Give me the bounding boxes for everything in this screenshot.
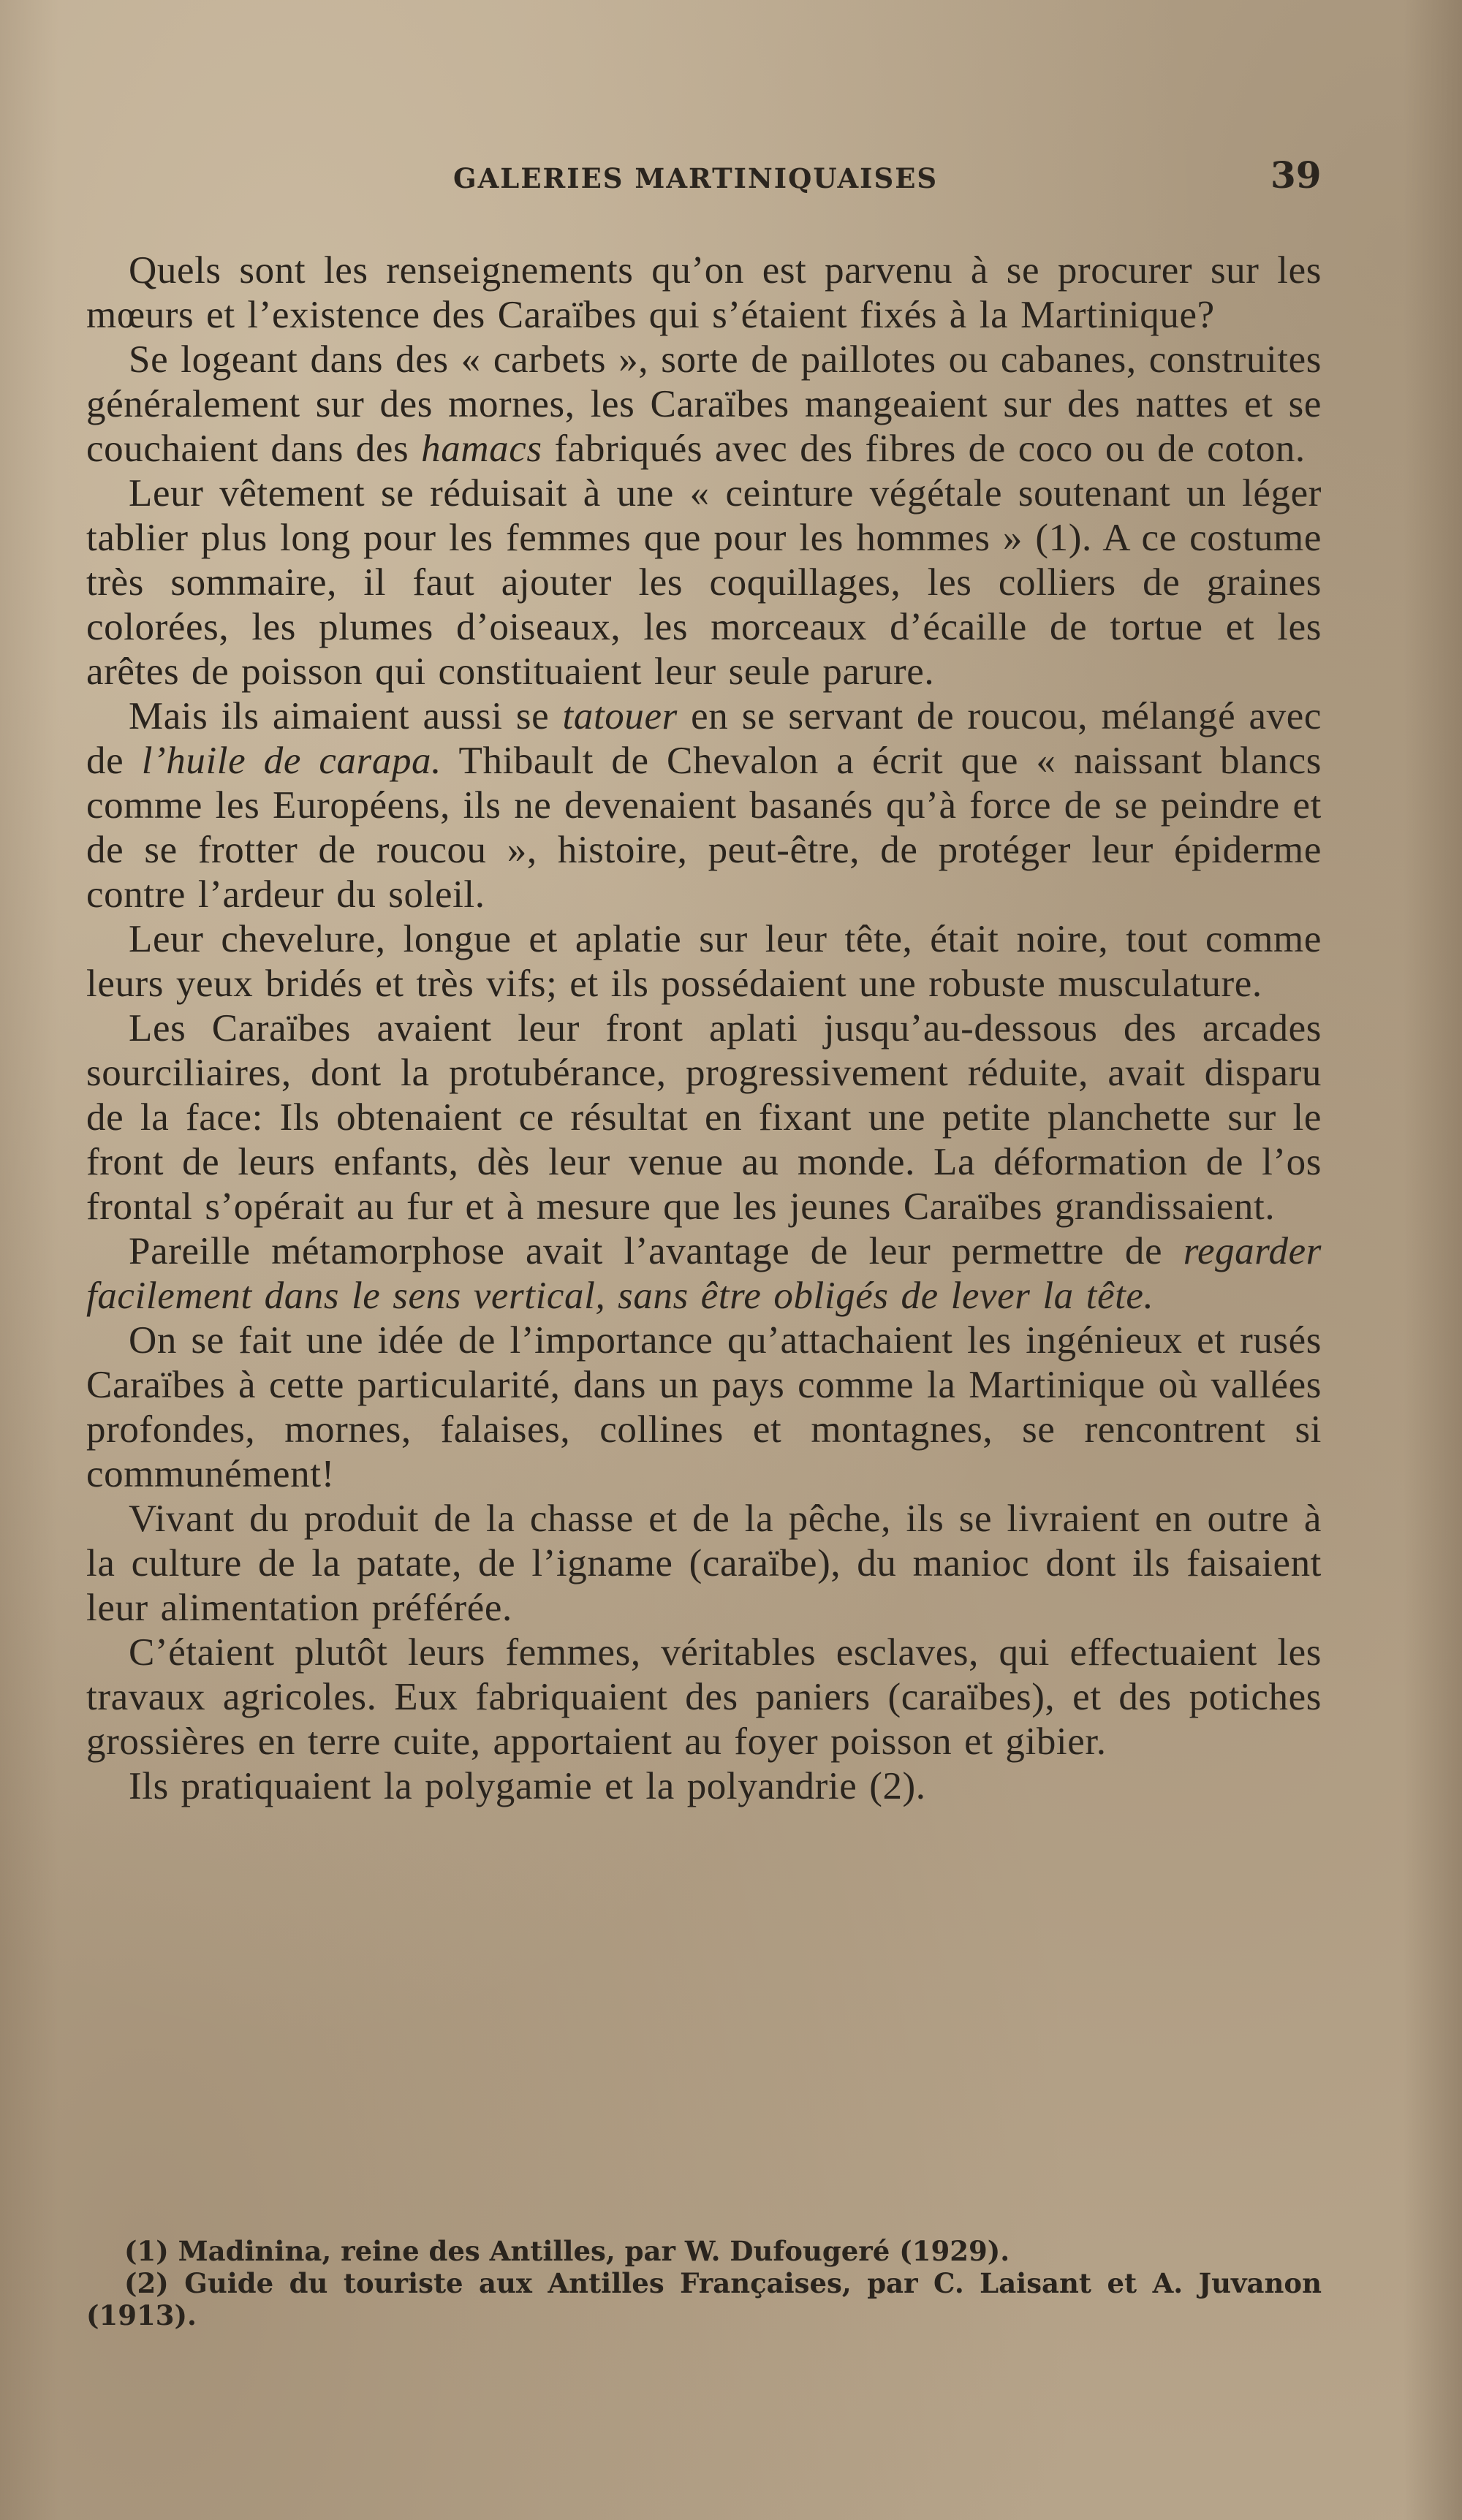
text-run: fabriqués avec des fibres de coco ou de coton. — [542, 428, 1306, 470]
paragraph — [86, 1229, 1322, 1318]
paragraph — [86, 694, 1322, 917]
text-run: Les Caraïbes avaient leur front aplati jusqu’au-dessous des arcades sourciliaires, dont la protubérance, progressivement réduite, avait disparu de la face: Ils obtenaient ce résultat en fixant une petite planchette sur le front de leurs enfants, dès leur venue au monde. La déformation de l’os frontal s’opérait au fur et à mesure que les jeunes Caraïbes grandissaient. — [86, 1007, 1322, 1228]
paragraph — [86, 1631, 1322, 1764]
paragraph — [86, 1006, 1322, 1229]
text-run: On se fait une idée de l’importance qu’attachaient les ingénieux et rusés Caraïbes à cette particularité, dans un pays comme la Martinique où vallées profondes, mornes, falaises, collines et montagnes, se rencontrent si communément! — [86, 1319, 1322, 1495]
footnote-1: (1) Madinina, reine des Antilles, par W. Dufougeré (1929). — [124, 2235, 1010, 2267]
text-run: Leur vêtement se réduisait à une « ceinture végétale soutenant un léger tablier plus long pour les femmes que pour les hommes » (1). A ce costume très sommaire, il faut ajouter les coquillages, les colliers de graines colorées, les plumes d’oiseaux, les morceaux d’écaille de tortue et les arêtes de poisson qui constituaient leur seule parure. — [86, 472, 1322, 693]
paragraph — [86, 917, 1322, 1006]
text-run: Mais ils aimaient aussi se — [129, 695, 563, 737]
italic-run: regarder facilement dans le sens vertical, sans être obligés de lever la tête. — [86, 1230, 1322, 1317]
paragraph — [86, 1318, 1322, 1497]
page-number: 39 — [1270, 153, 1322, 197]
text-run: Pareille métamorphose avait l’avantage de leur permettre de — [129, 1230, 1183, 1272]
text-run: Thibault de Chevalon a écrit que « naissant blancs comme les Européens, ils ne devenaient basanés qu’à force de se peindre et de se frotter de roucou », histoire, peut-être, de protéger leur épiderme contre l’ardeur du soleil. — [86, 740, 1322, 916]
italic-run: hamacs — [421, 428, 542, 470]
paragraph — [86, 338, 1322, 471]
text-run: Quels sont les renseignements qu’on est parvenu à se procurer sur les mœurs et l’existence des Caraïbes qui s’étaient fixés à la Martinique? — [86, 249, 1322, 336]
paragraph — [86, 1497, 1322, 1631]
paragraph — [86, 248, 1322, 338]
paragraph — [86, 1764, 1322, 1809]
paragraph — [86, 471, 1322, 694]
text-run: Ils pratiquaient la polygamie et la polyandrie (2). — [129, 1765, 926, 1807]
body-text — [86, 248, 1322, 1809]
footnote-2: (2) Guide du touriste aux Antilles Françaises, par C. Laisant et A. Juvanon (1913). — [86, 2267, 1322, 2331]
text-run: en se servant de roucou, mélangé avec de — [86, 695, 1322, 782]
italic-run: l’huile de carapa. — [141, 740, 442, 782]
running-title: GALERIES MARTINIQUAISES — [453, 162, 939, 194]
text-run: Vivant du produit de la chasse et de la pêche, ils se livraient en outre à la culture de la patate, de l’igname (caraïbe), du manioc dont ils faisaient leur alimentation préférée. — [86, 1498, 1322, 1629]
text-run: Se logeant dans des « carbets », sorte de paillotes ou cabanes, construites généralement sur des mornes, les Caraïbes mangeaient sur des nattes et se couchaient dans des — [86, 338, 1322, 470]
text-run: C’étaient plutôt leurs femmes, véritables esclaves, qui effectuaient les travaux agricoles. Eux fabriquaient des paniers (caraïbes), et des potiches grossières en terre cuite, apportaient au foyer poisson et gibier. — [86, 1631, 1322, 1763]
text-run: Leur chevelure, longue et aplatie sur leur tête, était noire, tout comme leurs yeux bridés et très vifs; et ils possédaient une robuste musculature. — [86, 918, 1322, 1005]
footnotes — [86, 2235, 1322, 2331]
italic-run: tatouer — [562, 695, 678, 737]
